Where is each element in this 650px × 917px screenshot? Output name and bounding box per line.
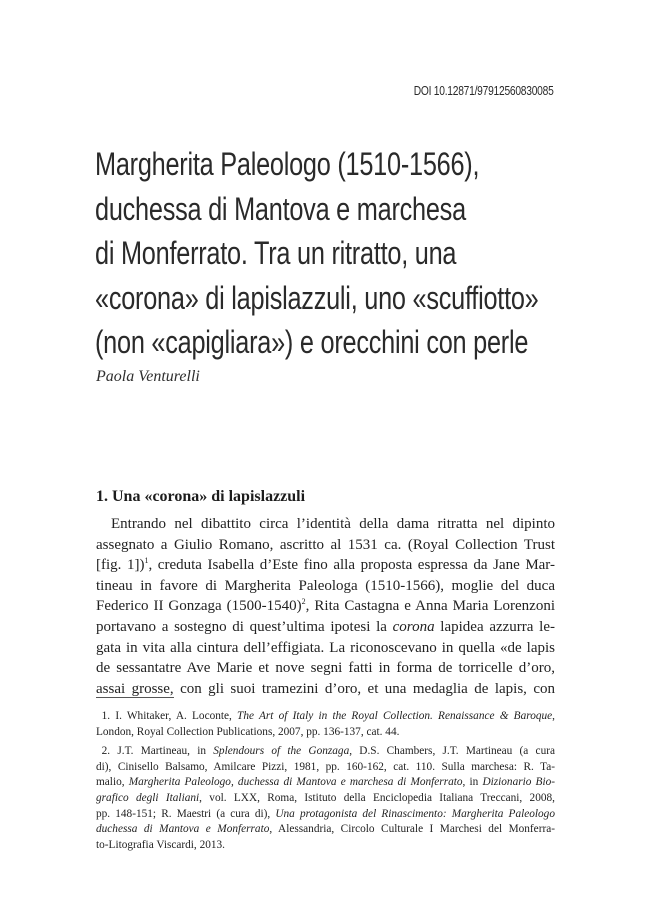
italic-title: grafico degli Italiani: [96, 791, 200, 804]
text-line: tineau in favore di Margherita Paleologa (1510-1566), moglie del duca: [96, 577, 555, 594]
text-line: assegnato a Giulio Romano, ascritto al 1531 ca. (Royal Collection Trust: [96, 536, 555, 553]
text-span: , creduta Isabella d’Este fino alla proposta espressa da Jane Mar-: [148, 557, 556, 574]
text-span: malio,: [96, 776, 129, 789]
italic-title: Una protagonista del Rinascimento: Margherita Paleologo: [275, 807, 555, 820]
footnote-divider: [96, 697, 174, 698]
text-span: ,: [552, 710, 555, 722]
title-line: (non «capigliara») e orecchini con perle: [95, 324, 529, 360]
text-span: , in: [462, 776, 483, 789]
footnote-line: [96, 822, 555, 838]
italic-title: The Art of Italy in the Royal Collection. Renaissance & Baroque: [237, 710, 553, 722]
text-span: , Rita Castagna e Anna Maria Lorenzoni: [305, 598, 555, 615]
footnote-line: [96, 775, 555, 791]
footnote-ref-1[interactable]: 1: [144, 556, 149, 566]
footnote-line: to-Litografia Viscardi, 2013.: [96, 838, 225, 851]
italic-title: Margherita Paleologo, duchessa di Mantova e marchesa di Monferrato: [128, 776, 463, 789]
body-paragraph: [96, 514, 555, 699]
text-line: gata in vita alla cintura dell’effigiata. La riconoscevano in quella «de lapis: [96, 639, 555, 656]
author-name: Paola Venturelli: [96, 368, 200, 385]
footnote-line: [96, 807, 555, 823]
text-span: pp. 148-151; R. Maestri (a cura di),: [96, 807, 276, 820]
text-line: assai grosse, con gli suoi tramezini d’oro, et una medaglia de lapis, con: [96, 680, 555, 697]
footnote-line: [96, 791, 555, 807]
footnote-1: [96, 709, 555, 740]
section-heading: 1. Una «corona» di lapislazzuli: [96, 488, 306, 505]
article-title: [95, 142, 537, 365]
text-span: 2. J.T. Martineau, in: [101, 745, 214, 758]
footnote-2: [96, 744, 555, 853]
text-line: [96, 555, 555, 576]
title-line: «corona» di lapislazzuli, uno «scuffiotto»: [95, 279, 539, 316]
footnote-line: London, Royal Collection Publications, 2007, pp. 136-137, cat. 44.: [96, 725, 400, 738]
text-span: Federico II Gonzaga (1500-1540): [96, 598, 302, 615]
title-line: Margherita Paleologo (1510-1566),: [95, 146, 480, 182]
text-line: [96, 596, 555, 617]
title-line: di Monferrato. Tra un ritratto, una: [95, 235, 457, 271]
title-line: duchessa di Mantova e marchesa: [95, 190, 466, 227]
text-span: Entrando nel dibattito circa l’identità della dama ritratta nel dipinto: [111, 516, 555, 532]
italic-title: duchessa di Mantova e Monferrato: [96, 823, 270, 836]
footnote-line: [96, 709, 555, 725]
text-span: , vol. LXX, Roma, Istituto della Enciclopedia Italiana Treccani, 2008,: [199, 791, 555, 804]
text-line: de sessantatre Ave Marie et nove segni fatti in forma de torricelle d’oro,: [96, 660, 555, 677]
text-span: [fig. 1]): [96, 557, 145, 574]
doi-identifier: DOI 10.12871/97912560830085: [414, 84, 554, 98]
italic-term: corona: [392, 618, 435, 635]
footnote-line: [96, 744, 555, 760]
italic-title: Splendours of the Gonzaga: [213, 745, 350, 758]
text-span: lapidea azzurra le-: [434, 618, 555, 635]
footnote-ref-2[interactable]: 2: [301, 597, 306, 607]
text-span: portavano a sostegno di quest’ultima ipotesi la: [96, 618, 393, 635]
text-span: , D.S. Chambers, J.T. Martineau (a cura: [349, 745, 555, 758]
italic-title: Dizionario Bio-: [482, 776, 555, 789]
footnotes: [96, 709, 555, 857]
text-line: [96, 617, 555, 638]
footnote-line: di), Cinisello Balsamo, Amilcare Pizzi, 1981, pp. 160-162, cat. 110. Sulla marchesa: R. Ta-: [96, 760, 555, 773]
text-span: 1. I. Whitaker, A. Loconte,: [101, 710, 238, 722]
text-span: , Alessandria, Circolo Culturale I Marchesi del Monferra-: [269, 823, 555, 836]
text-line: [96, 514, 555, 535]
